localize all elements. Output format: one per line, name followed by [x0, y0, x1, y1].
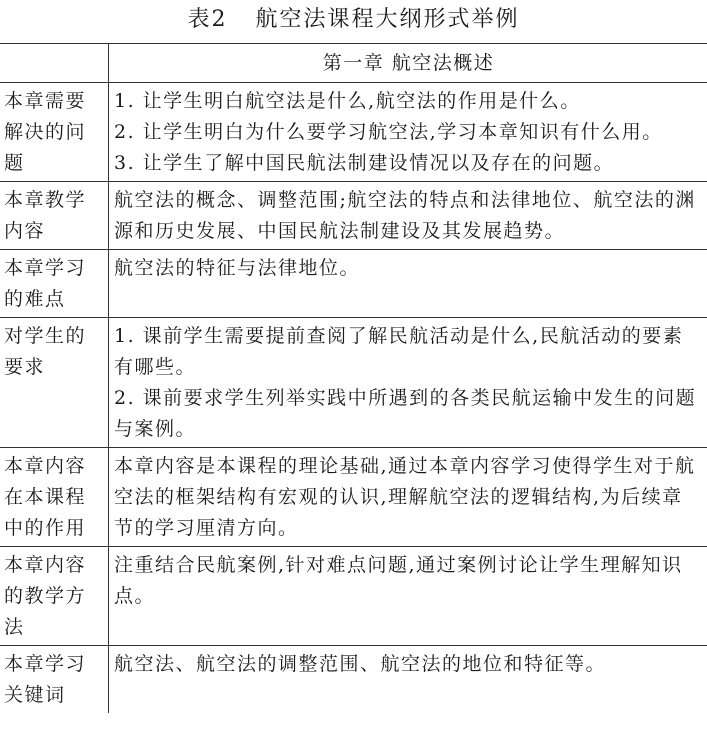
row-content [109, 182, 707, 250]
content-line: 本章内容是本课程的理论基础,通过本章内容学习使得学生对于航空法的框架结构有宏观的认识,理解航空法的逻辑结构,为后续章节的学习厘清方向。 [114, 455, 696, 539]
content-line: 1. 课前学生需要提前查阅了解民航活动是什么,民航活动的要素有哪些。 [114, 325, 684, 378]
table-row [0, 250, 707, 318]
chapter-heading: 第一章 航空法概述 [109, 44, 707, 83]
table-caption [0, 0, 707, 42]
content-line: 航空法、航空法的调整范围、航空法的地位和特征等。 [114, 653, 607, 675]
row-label: 本章教学内容 [0, 182, 109, 250]
row-content [109, 250, 707, 318]
row-label: 本章需要解决的问题 [0, 83, 109, 182]
content-line: 2. 让学生明白为什么要学习航空法,学习本章知识有什么用。 [114, 121, 663, 143]
table-title: 航空法课程大纲形式举例 [255, 7, 520, 32]
table-row [0, 182, 707, 250]
table-row [0, 448, 707, 547]
row-label: 对学生的要求 [0, 318, 109, 448]
content-line: 1. 让学生明白航空法是什么,航空法的作用是什么。 [114, 90, 581, 112]
syllabus-table [0, 43, 707, 713]
row-content [109, 448, 707, 547]
table-row [0, 83, 707, 182]
row-label: 本章内容在本课程中的作用 [0, 448, 109, 547]
header-empty-cell [0, 44, 109, 83]
row-content [109, 318, 707, 448]
row-label: 本章学习的难点 [0, 250, 109, 318]
table-row [0, 646, 707, 714]
content-line: 注重结合民航案例,针对难点问题,通过案例讨论让学生理解知识点。 [114, 554, 683, 607]
row-label: 本章内容的教学方法 [0, 547, 109, 646]
row-label: 本章学习关键词 [0, 646, 109, 714]
table-header-row [0, 44, 707, 83]
content-line: 3. 让学生了解中国民航法制建设情况以及存在的问题。 [114, 152, 615, 174]
content-line: 2. 课前要求学生列举实践中所遇到的各类民航运输中发生的问题与案例。 [114, 387, 697, 440]
table-row [0, 318, 707, 448]
row-content [109, 83, 707, 182]
content-line: 航空法的特征与法律地位。 [114, 257, 361, 279]
content-line: 航空法的概念、调整范围;航空法的特点和法律地位、航空法的渊源和历史发展、中国民航法制建设及其发展趋势。 [114, 189, 696, 242]
table-row [0, 547, 707, 646]
table-number: 表2 [187, 7, 228, 32]
row-content [109, 547, 707, 646]
row-content [109, 646, 707, 714]
